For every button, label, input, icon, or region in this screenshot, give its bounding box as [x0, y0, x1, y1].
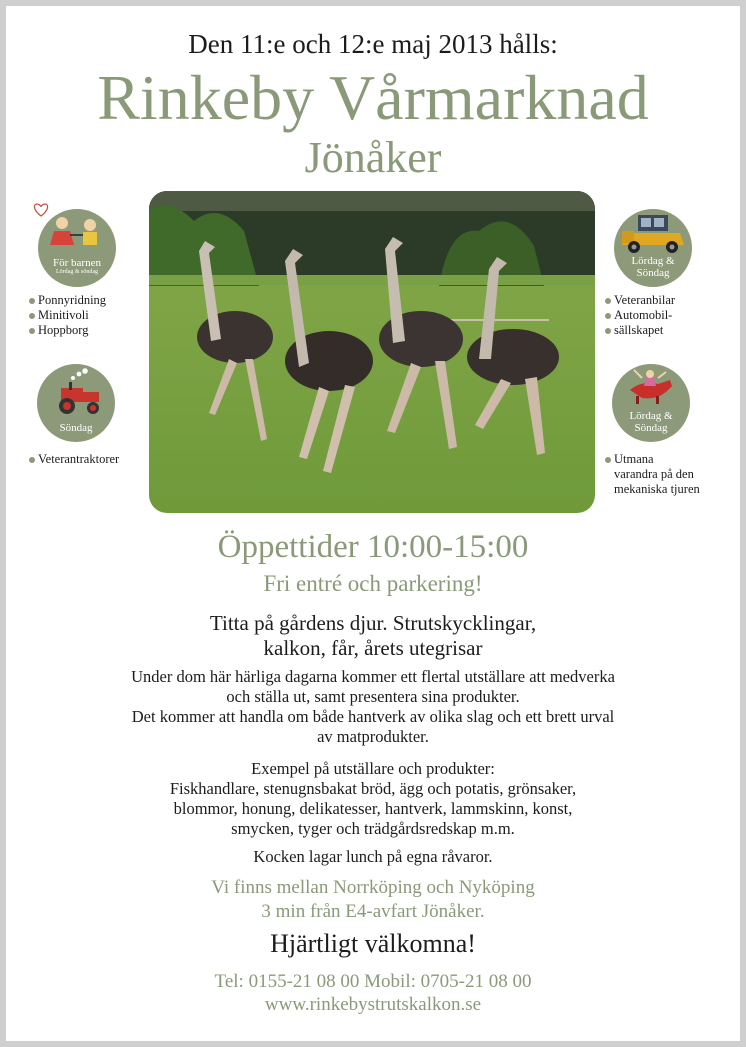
- list-item: Veteranbilar: [604, 293, 675, 308]
- description-line-3: Det kommer att handla om både hantverk av olika slag och ett brett urval: [131, 707, 615, 726]
- animals-line-2: kalkon, får, årets utegrisar: [263, 636, 483, 660]
- welcome-text: Hjärtligt välkomna!: [270, 929, 476, 958]
- location-line-2: 3 min från E4-avfart Jönåker.: [261, 901, 485, 922]
- location-title: Jönåker: [304, 133, 442, 182]
- bull-badge: [612, 364, 690, 442]
- poster-title: Rinkeby Vårmarknad: [97, 62, 649, 133]
- tractor-icon: [37, 364, 115, 420]
- kids-badge-sub: Lördag & söndag: [56, 269, 98, 275]
- sunday-badge-label: Söndag: [59, 422, 93, 434]
- kids-badge: [38, 209, 116, 287]
- description-line-1: Under dom här härliga dagarna kommer ett flertal utställare att medverka: [131, 667, 615, 686]
- location-line-1: Vi finns mellan Norrköping och Nyköping: [211, 877, 535, 898]
- mechanical-bull-icon: [612, 364, 690, 410]
- examples-line-3: blommor, honung, delikatesser, hantverk, lammskinn, konst,: [173, 799, 573, 818]
- list-item: varandra på den: [614, 467, 694, 481]
- ostrich-photo: [149, 191, 595, 513]
- vintage-car-icon: [614, 209, 692, 255]
- list-item: Hoppborg: [28, 323, 106, 338]
- examples-line-1: Exempel på utställare och produkter:: [251, 759, 495, 778]
- list-item: Utmana: [614, 452, 654, 466]
- kids-badge-label: För barnen: [53, 257, 101, 269]
- list-item: mekaniska tjuren: [614, 482, 700, 496]
- opening-hours: Öppettider 10:00-15:00: [217, 529, 529, 565]
- intro-text: Den 11:e och 12:e maj 2013 hålls:: [188, 29, 558, 59]
- kids-activities-list: [28, 293, 106, 338]
- cars-badge-line1: Lördag &: [631, 255, 675, 267]
- list-item: Ponnyridning: [28, 293, 106, 308]
- examples-line-4: smycken, tyger och trädgårdsredskap m.m.: [231, 819, 515, 838]
- list-item: Minitivoli: [28, 308, 106, 323]
- website-link[interactable]: www.rinkebystrutskalkon.se: [264, 994, 482, 1015]
- ostrich-photo-image: [149, 191, 595, 513]
- list-item: sällskapet: [604, 323, 675, 338]
- description-line-4: av matprodukter.: [317, 727, 429, 746]
- free-entry: Fri entré och parkering!: [263, 571, 483, 596]
- cars-badge-line2: Söndag: [636, 267, 670, 279]
- list-item: Automobil-: [604, 308, 675, 323]
- sunday-activities-list: [28, 452, 119, 467]
- heart-balloon-icon: [31, 202, 51, 218]
- lunch-text: Kocken lagar lunch på egna råvaror.: [253, 847, 493, 866]
- cars-activities-list: [604, 293, 675, 338]
- animals-line-1: Titta på gårdens djur. Strutskycklingar,: [209, 611, 537, 635]
- cars-badge: [614, 209, 692, 287]
- bull-badge-line1: Lördag &: [629, 410, 673, 422]
- bull-badge-line2: Söndag: [634, 422, 668, 434]
- examples-line-2: Fiskhandlare, stenugnsbakat bröd, ägg och potatis, grönsaker,: [169, 779, 577, 798]
- bull-activities-list: [604, 452, 700, 497]
- phone-numbers: Tel: 0155-21 08 00 Mobil: 0705-21 08 00: [214, 971, 532, 992]
- description-line-2: och ställa ut, samt presentera sina produkter.: [226, 687, 520, 706]
- list-item: Veterantraktorer: [28, 452, 119, 467]
- sunday-badge: [37, 364, 115, 442]
